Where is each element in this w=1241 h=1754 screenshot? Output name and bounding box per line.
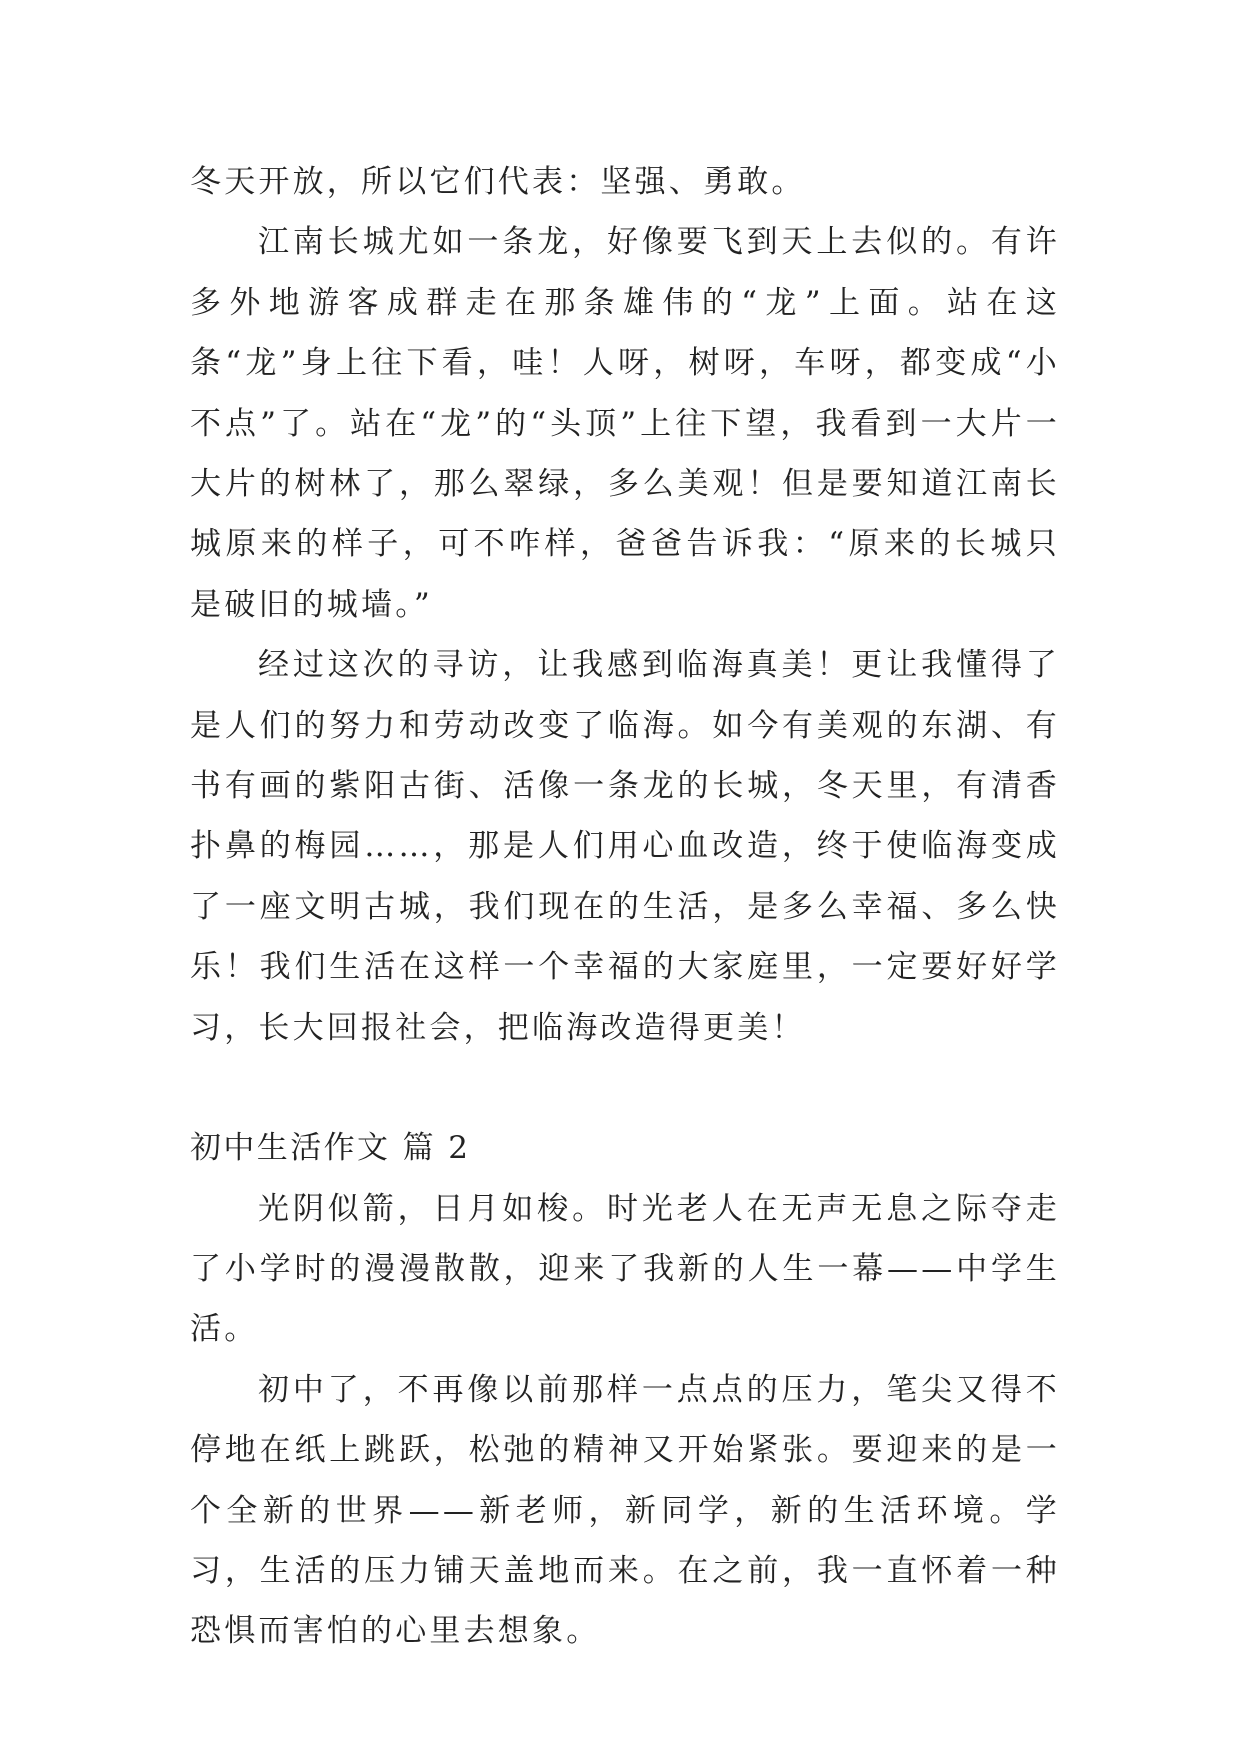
paragraph-1: 冬天开放，所以它们代表：坚强、勇敢。 <box>190 164 806 200</box>
section-heading: 初中生活作文 篇 2 <box>190 1130 471 1167</box>
document-body <box>190 152 1060 1662</box>
paragraph-2: 江南长城尤如一条龙，好像要飞到天上去似的。有许多外地游客成群走在那条雄伟的“龙”上面。站在这条“龙”身上往下看，哇！人呀，树呀，车呀，都变成“小不点”了。站在“龙”的“头顶”上往下望，我看到一大片一大片的树林了，那么翠绿，多么美观！但是要知道江南长城原来的样子，可不咋样，爸爸告诉我：“原来的长城只是破旧的城墙。” <box>190 224 1060 623</box>
paragraph-3: 经过这次的寻访，让我感到临海真美！更让我懂得了是人们的努力和劳动改变了临海。如今有美观的东湖、有书有画的紫阳古街、活像一条龙的长城，冬天里，有清香扑鼻的梅园……，那是人们用心血改造，终于使临海变成了一座文明古城，我们现在的生活，是多么幸福、多么快乐！我们生活在这样一个幸福的大家庭里，一定要好好学习，长大回报社会，把临海改造得更美！ <box>190 647 1060 1046</box>
section-paragraph-1: 光阴似箭，日月如梭。时光老人在无声无息之际夺走了小学时的漫漫散散，迎来了我新的人生一幕——中学生活。 <box>190 1190 1060 1348</box>
section-paragraph-2: 初中了，不再像以前那样一点点的压力，笔尖又得不停地在纸上跳跃，松弛的精神又开始紧张。要迎来的是一个全新的世界——新老师，新同学，新的生活环境。学习，生活的压力铺天盖地而来。在之前，我一直怀着一种恐惧而害怕的心里去想象。 <box>190 1371 1060 1650</box>
